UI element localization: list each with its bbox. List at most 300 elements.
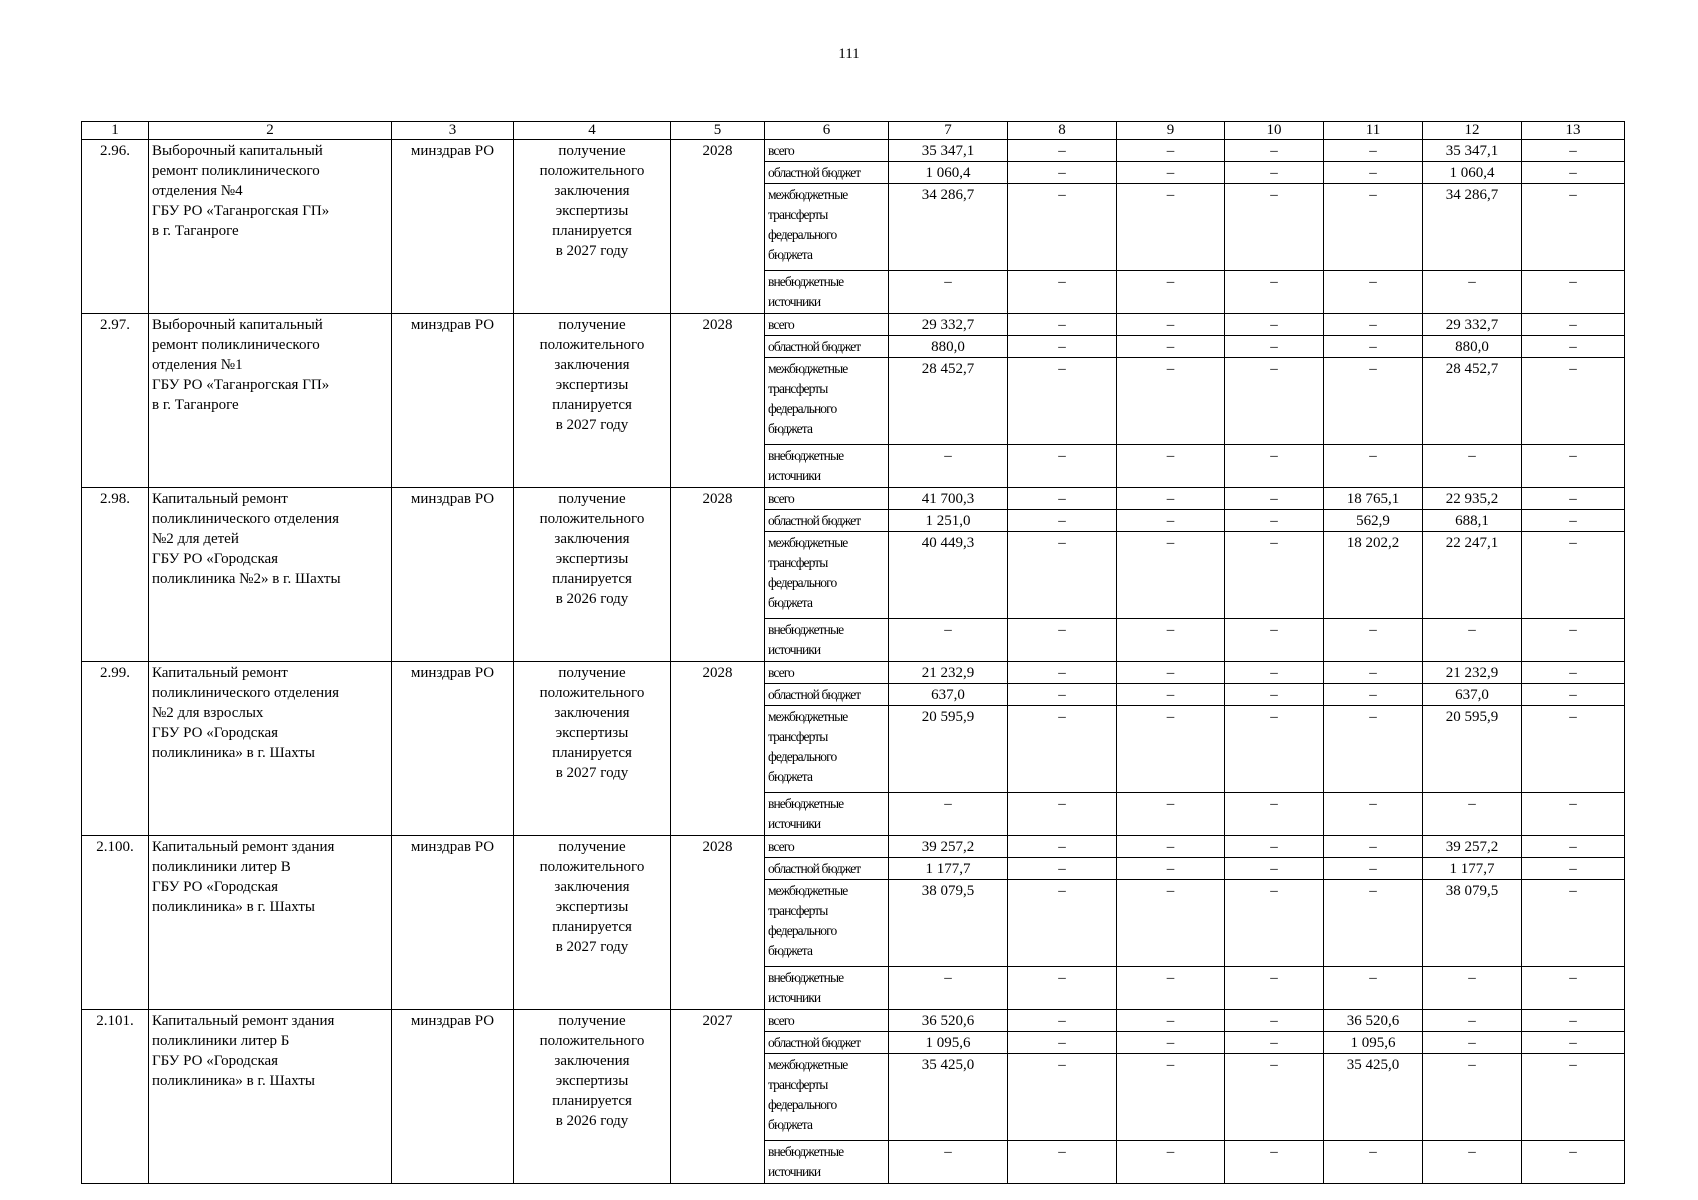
amount-cell: – — [1008, 314, 1117, 336]
record-result-line: экспертизы — [555, 551, 629, 567]
amount-cell: 1 095,6 — [889, 1032, 1008, 1054]
amount-cell: – — [1117, 793, 1225, 836]
record-name-line: отделения №1 — [152, 357, 243, 373]
amount-cell: – — [1008, 619, 1117, 662]
column-header: 9 — [1117, 122, 1225, 140]
amount-cell: 637,0 — [889, 684, 1008, 706]
amount-cell: – — [1324, 836, 1423, 858]
amount-cell: – — [1008, 510, 1117, 532]
amount-cell: – — [1324, 684, 1423, 706]
record-result-line: планируется — [552, 919, 632, 935]
record-name — [149, 314, 392, 488]
amount-cell: – — [1225, 662, 1324, 684]
record-name — [149, 662, 392, 836]
record-result-line: заключения — [554, 1053, 630, 1069]
amount-cell: 20 595,9 — [889, 706, 1008, 793]
record-name-line: Капитальный ремонт здания — [152, 839, 335, 855]
funding-source — [765, 1054, 889, 1141]
amount-cell: – — [1423, 1010, 1522, 1032]
record-name-line: ГБУ РО «Городская — [152, 879, 279, 895]
amount-cell: – — [1008, 1032, 1117, 1054]
amount-cell: – — [1423, 1141, 1522, 1184]
amount-cell: 22 935,2 — [1423, 488, 1522, 510]
amount-cell: – — [1423, 445, 1522, 488]
amount-cell: – — [1324, 662, 1423, 684]
amount-cell: – — [1423, 967, 1522, 1010]
record-number: 2.101. — [82, 1010, 149, 1184]
record-name-line: Капитальный ремонт здания — [152, 1013, 335, 1029]
amount-cell: – — [1324, 162, 1423, 184]
record-result-line: заключения — [554, 357, 630, 373]
amount-cell: – — [1522, 793, 1625, 836]
record-executor: минздрав РО — [392, 314, 514, 488]
funding-source — [765, 271, 889, 314]
amount-cell: 880,0 — [1423, 336, 1522, 358]
funding-source-line: источники — [768, 294, 821, 309]
record-name-line: отделения №4 — [152, 183, 243, 199]
record-result-line: в 2026 году — [555, 1113, 629, 1129]
amount-cell: 41 700,3 — [889, 488, 1008, 510]
funding-source-line: трансферты — [768, 381, 828, 396]
table-row — [82, 314, 1625, 336]
record-name — [149, 488, 392, 662]
amount-cell: 40 449,3 — [889, 532, 1008, 619]
amount-cell: – — [1324, 358, 1423, 445]
amount-cell: – — [889, 793, 1008, 836]
funding-source — [765, 662, 889, 684]
record-name-line: поликлинического отделения — [152, 685, 340, 701]
table-row — [82, 662, 1625, 684]
funding-source-line: федерального — [768, 227, 837, 242]
record-name-line: ремонт поликлинического — [152, 337, 320, 353]
amount-cell: – — [1117, 1032, 1225, 1054]
amount-cell: – — [1117, 488, 1225, 510]
funding-source — [765, 314, 889, 336]
funding-source-line: внебюджетные — [768, 970, 844, 985]
funding-source-line: межбюджетные — [768, 187, 848, 202]
record-year: 2027 — [671, 1010, 765, 1184]
record-result — [514, 662, 671, 836]
amount-cell: – — [889, 967, 1008, 1010]
amount-cell: 35 347,1 — [889, 140, 1008, 162]
record-name-line: поликлиника» в г. Шахты — [152, 1073, 316, 1089]
amount-cell: – — [1324, 880, 1423, 967]
record-name-line: поликлиники литер В — [152, 859, 291, 875]
funding-source — [765, 162, 889, 184]
record-result-line: планируется — [552, 745, 632, 761]
record-name-line: Выборочный капитальный — [152, 317, 323, 333]
amount-cell: 21 232,9 — [1423, 662, 1522, 684]
record-result-line: заключения — [554, 531, 630, 547]
amount-cell: – — [1225, 1032, 1324, 1054]
amount-cell: 35 347,1 — [1423, 140, 1522, 162]
amount-cell: – — [1225, 684, 1324, 706]
amount-cell: 20 595,9 — [1423, 706, 1522, 793]
funding-source — [765, 445, 889, 488]
funding-source-line: областной бюджет — [768, 513, 861, 528]
funding-source-line: федерального — [768, 1097, 837, 1112]
funding-source-line: внебюджетные — [768, 274, 844, 289]
record-result-line: экспертизы — [555, 899, 629, 915]
amount-cell: 38 079,5 — [1423, 880, 1522, 967]
column-header: 8 — [1008, 122, 1117, 140]
amount-cell: – — [1423, 1032, 1522, 1054]
header-row — [82, 122, 1625, 140]
funding-source-line: всего — [768, 665, 794, 680]
amount-cell: – — [1423, 271, 1522, 314]
amount-cell: – — [1008, 1141, 1117, 1184]
funding-source — [765, 706, 889, 793]
record-result-line: планируется — [552, 1093, 632, 1109]
amount-cell: – — [1324, 140, 1423, 162]
funding-source-line: трансферты — [768, 207, 828, 222]
record-result-line: экспертизы — [555, 1073, 629, 1089]
amount-cell: – — [1008, 140, 1117, 162]
amount-cell: 1 095,6 — [1324, 1032, 1423, 1054]
record-name-line: ГБУ РО «Городская — [152, 1053, 279, 1069]
amount-cell: – — [1324, 184, 1423, 271]
record-name — [149, 836, 392, 1010]
amount-cell: – — [1324, 706, 1423, 793]
record-number: 2.99. — [82, 662, 149, 836]
amount-cell: – — [889, 619, 1008, 662]
amount-cell: – — [1225, 836, 1324, 858]
amount-cell: 36 520,6 — [1324, 1010, 1423, 1032]
amount-cell: 18 765,1 — [1324, 488, 1423, 510]
amount-cell: – — [1225, 1010, 1324, 1032]
record-executor: минздрав РО — [392, 662, 514, 836]
record-name-line: ГБУ РО «Таганрогская ГП» — [152, 203, 330, 219]
amount-cell: – — [1008, 836, 1117, 858]
table-row — [82, 488, 1625, 510]
record-result-line: положительного — [539, 511, 645, 527]
amount-cell: – — [1117, 836, 1225, 858]
amount-cell: 28 452,7 — [1423, 358, 1522, 445]
amount-cell: – — [1225, 619, 1324, 662]
funding-source — [765, 1032, 889, 1054]
record-result-line: положительного — [539, 1033, 645, 1049]
funding-source-line: источники — [768, 1164, 821, 1179]
record-name-line: Капитальный ремонт — [152, 491, 288, 507]
amount-cell: – — [1117, 1141, 1225, 1184]
record-result — [514, 488, 671, 662]
record-name-line: №2 для взрослых — [152, 705, 264, 721]
funding-source-line: межбюджетные — [768, 709, 848, 724]
amount-cell: – — [1008, 793, 1117, 836]
amount-cell: – — [1522, 619, 1625, 662]
amount-cell: – — [1008, 880, 1117, 967]
amount-cell: – — [1225, 706, 1324, 793]
table-row — [82, 836, 1625, 858]
amount-cell: – — [1225, 967, 1324, 1010]
record-result-line: положительного — [539, 685, 645, 701]
amount-cell: 1 060,4 — [889, 162, 1008, 184]
amount-cell: – — [1117, 858, 1225, 880]
funding-source-line: федерального — [768, 575, 837, 590]
record-result-line: получение — [558, 317, 626, 333]
record-result-line: в 2026 году — [555, 591, 629, 607]
record-year: 2028 — [671, 836, 765, 1010]
amount-cell: – — [1225, 880, 1324, 967]
funding-source-line: всего — [768, 1013, 794, 1028]
funding-source — [765, 684, 889, 706]
record-result-line: заключения — [554, 705, 630, 721]
amount-cell: – — [1324, 619, 1423, 662]
funding-source-line: областной бюджет — [768, 861, 861, 876]
column-header: 5 — [671, 122, 765, 140]
amount-cell: – — [1324, 858, 1423, 880]
column-header: 12 — [1423, 122, 1522, 140]
record-result-line: получение — [558, 491, 626, 507]
column-header: 2 — [149, 122, 392, 140]
amount-cell: – — [1225, 271, 1324, 314]
program-table — [81, 121, 1625, 1184]
funding-source — [765, 510, 889, 532]
funding-source-line: областной бюджет — [768, 339, 861, 354]
record-year: 2028 — [671, 488, 765, 662]
record-result-line: положительного — [539, 859, 645, 875]
amount-cell: – — [1225, 445, 1324, 488]
record-result-line: получение — [558, 1013, 626, 1029]
record-number: 2.96. — [82, 140, 149, 314]
record-result-line: экспертизы — [555, 203, 629, 219]
amount-cell: 35 425,0 — [889, 1054, 1008, 1141]
amount-cell: – — [1423, 1054, 1522, 1141]
amount-cell: – — [1117, 358, 1225, 445]
amount-cell: – — [1117, 880, 1225, 967]
amount-cell: 34 286,7 — [889, 184, 1008, 271]
record-name-line: ГБУ РО «Городская — [152, 725, 279, 741]
amount-cell: – — [1117, 532, 1225, 619]
amount-cell: – — [1522, 140, 1625, 162]
amount-cell: – — [1117, 445, 1225, 488]
amount-cell: – — [1117, 684, 1225, 706]
amount-cell: – — [1117, 271, 1225, 314]
amount-cell: – — [1522, 336, 1625, 358]
amount-cell: – — [1117, 967, 1225, 1010]
table-row — [82, 140, 1625, 162]
record-name-line: поликлиника №2» в г. Шахты — [152, 571, 341, 587]
funding-source-line: всего — [768, 491, 794, 506]
column-header: 6 — [765, 122, 889, 140]
funding-source — [765, 619, 889, 662]
record-name-line: поликлиника» в г. Шахты — [152, 899, 316, 915]
record-name-line: Выборочный капитальный — [152, 143, 323, 159]
amount-cell: – — [1522, 662, 1625, 684]
amount-cell: 39 257,2 — [1423, 836, 1522, 858]
amount-cell: 29 332,7 — [889, 314, 1008, 336]
record-year: 2028 — [671, 314, 765, 488]
amount-cell: – — [1117, 1054, 1225, 1141]
record-result-line: в 2027 году — [555, 417, 629, 433]
amount-cell: – — [1225, 140, 1324, 162]
amount-cell: 1 060,4 — [1423, 162, 1522, 184]
amount-cell: 637,0 — [1423, 684, 1522, 706]
column-header: 13 — [1522, 122, 1625, 140]
amount-cell: 688,1 — [1423, 510, 1522, 532]
funding-source-line: бюджета — [768, 943, 813, 958]
amount-cell: 18 202,2 — [1324, 532, 1423, 619]
amount-cell: – — [1225, 336, 1324, 358]
funding-source — [765, 967, 889, 1010]
funding-source-line: бюджета — [768, 769, 813, 784]
amount-cell: – — [1008, 162, 1117, 184]
funding-source-line: бюджета — [768, 1117, 813, 1132]
amount-cell: 1 177,7 — [889, 858, 1008, 880]
funding-source-line: источники — [768, 468, 821, 483]
record-name-line: поликлинического отделения — [152, 511, 340, 527]
record-name-line: ГБУ РО «Городская — [152, 551, 279, 567]
amount-cell: – — [1008, 336, 1117, 358]
record-result — [514, 314, 671, 488]
amount-cell: – — [1522, 532, 1625, 619]
record-year: 2028 — [671, 662, 765, 836]
funding-source-line: областной бюджет — [768, 1035, 861, 1050]
amount-cell: – — [1522, 1032, 1625, 1054]
funding-source — [765, 532, 889, 619]
page-number: 111 — [838, 46, 860, 62]
record-result-line: получение — [558, 143, 626, 159]
amount-cell: 21 232,9 — [889, 662, 1008, 684]
funding-source-line: трансферты — [768, 903, 828, 918]
amount-cell: – — [1117, 336, 1225, 358]
funding-source-line: межбюджетные — [768, 883, 848, 898]
amount-cell: – — [1522, 858, 1625, 880]
record-result-line: положительного — [539, 337, 645, 353]
funding-source-line: трансферты — [768, 729, 828, 744]
funding-source-line: внебюджетные — [768, 796, 844, 811]
funding-source-line: внебюджетные — [768, 622, 844, 637]
funding-source-line: всего — [768, 839, 794, 854]
funding-source — [765, 358, 889, 445]
amount-cell: – — [1225, 488, 1324, 510]
table-body — [82, 122, 1625, 1184]
funding-source-line: межбюджетные — [768, 1057, 848, 1072]
record-result-line: планируется — [552, 397, 632, 413]
amount-cell: – — [1008, 1010, 1117, 1032]
record-result-line: положительного — [539, 163, 645, 179]
amount-cell: – — [1008, 967, 1117, 1010]
funding-source — [765, 184, 889, 271]
record-result — [514, 836, 671, 1010]
record-number: 2.100. — [82, 836, 149, 1010]
funding-source-line: всего — [768, 317, 794, 332]
amount-cell: – — [1324, 1141, 1423, 1184]
record-year: 2028 — [671, 140, 765, 314]
funding-source — [765, 880, 889, 967]
funding-source-line: межбюджетные — [768, 535, 848, 550]
funding-source-line: областной бюджет — [768, 687, 861, 702]
amount-cell: – — [1522, 314, 1625, 336]
amount-cell: – — [1324, 271, 1423, 314]
amount-cell: – — [1522, 445, 1625, 488]
amount-cell: – — [1522, 358, 1625, 445]
record-name-line: в г. Таганроге — [152, 397, 239, 413]
record-name — [149, 1010, 392, 1184]
funding-source-line: источники — [768, 642, 821, 657]
record-name-line: ГБУ РО «Таганрогская ГП» — [152, 377, 330, 393]
funding-source-line: источники — [768, 990, 821, 1005]
amount-cell: – — [1117, 619, 1225, 662]
amount-cell: – — [1522, 836, 1625, 858]
record-result-line: получение — [558, 839, 626, 855]
amount-cell: – — [1423, 619, 1522, 662]
amount-cell: – — [1117, 184, 1225, 271]
amount-cell: – — [889, 1141, 1008, 1184]
amount-cell: 38 079,5 — [889, 880, 1008, 967]
column-header: 4 — [514, 122, 671, 140]
amount-cell: – — [1117, 1010, 1225, 1032]
amount-cell: 880,0 — [889, 336, 1008, 358]
table-row — [82, 1010, 1625, 1032]
amount-cell: – — [1008, 706, 1117, 793]
record-name-line: Капитальный ремонт — [152, 665, 288, 681]
record-result-line: заключения — [554, 879, 630, 895]
record-name — [149, 140, 392, 314]
amount-cell: – — [1117, 706, 1225, 793]
amount-cell: – — [1225, 358, 1324, 445]
funding-source-line: бюджета — [768, 595, 813, 610]
record-result-line: экспертизы — [555, 377, 629, 393]
funding-source — [765, 793, 889, 836]
funding-source — [765, 858, 889, 880]
amount-cell: – — [1117, 662, 1225, 684]
amount-cell: – — [1008, 488, 1117, 510]
amount-cell: – — [1008, 858, 1117, 880]
column-header: 10 — [1225, 122, 1324, 140]
amount-cell: – — [1117, 314, 1225, 336]
amount-cell: – — [1324, 793, 1423, 836]
funding-source-line: областной бюджет — [768, 165, 861, 180]
record-result-line: планируется — [552, 571, 632, 587]
record-result-line: экспертизы — [555, 725, 629, 741]
amount-cell: – — [1008, 684, 1117, 706]
funding-source-line: федерального — [768, 923, 837, 938]
funding-source-line: бюджета — [768, 421, 813, 436]
record-number: 2.97. — [82, 314, 149, 488]
funding-source — [765, 488, 889, 510]
amount-cell: 562,9 — [1324, 510, 1423, 532]
record-executor: минздрав РО — [392, 488, 514, 662]
amount-cell: – — [1423, 793, 1522, 836]
amount-cell: 39 257,2 — [889, 836, 1008, 858]
amount-cell: 1 251,0 — [889, 510, 1008, 532]
record-name-line: №2 для детей — [152, 531, 239, 547]
funding-source-line: всего — [768, 143, 794, 158]
record-result-line: в 2027 году — [555, 765, 629, 781]
funding-source-line: внебюджетные — [768, 1144, 844, 1159]
record-result-line: в 2027 году — [555, 243, 629, 259]
amount-cell: – — [1324, 336, 1423, 358]
column-header: 1 — [82, 122, 149, 140]
column-header: 3 — [392, 122, 514, 140]
amount-cell: – — [1117, 510, 1225, 532]
record-name-line: поликлиники литер Б — [152, 1033, 290, 1049]
amount-cell: – — [1117, 140, 1225, 162]
amount-cell: – — [1225, 162, 1324, 184]
amount-cell: – — [1522, 706, 1625, 793]
amount-cell: – — [1008, 1054, 1117, 1141]
amount-cell: – — [1324, 445, 1423, 488]
amount-cell: – — [1522, 1141, 1625, 1184]
funding-source-line: федерального — [768, 749, 837, 764]
record-name-line: ремонт поликлинического — [152, 163, 320, 179]
amount-cell: 22 247,1 — [1423, 532, 1522, 619]
amount-cell: – — [1522, 1010, 1625, 1032]
funding-source-line: трансферты — [768, 555, 828, 570]
funding-source — [765, 1141, 889, 1184]
funding-source-line: бюджета — [768, 247, 813, 262]
